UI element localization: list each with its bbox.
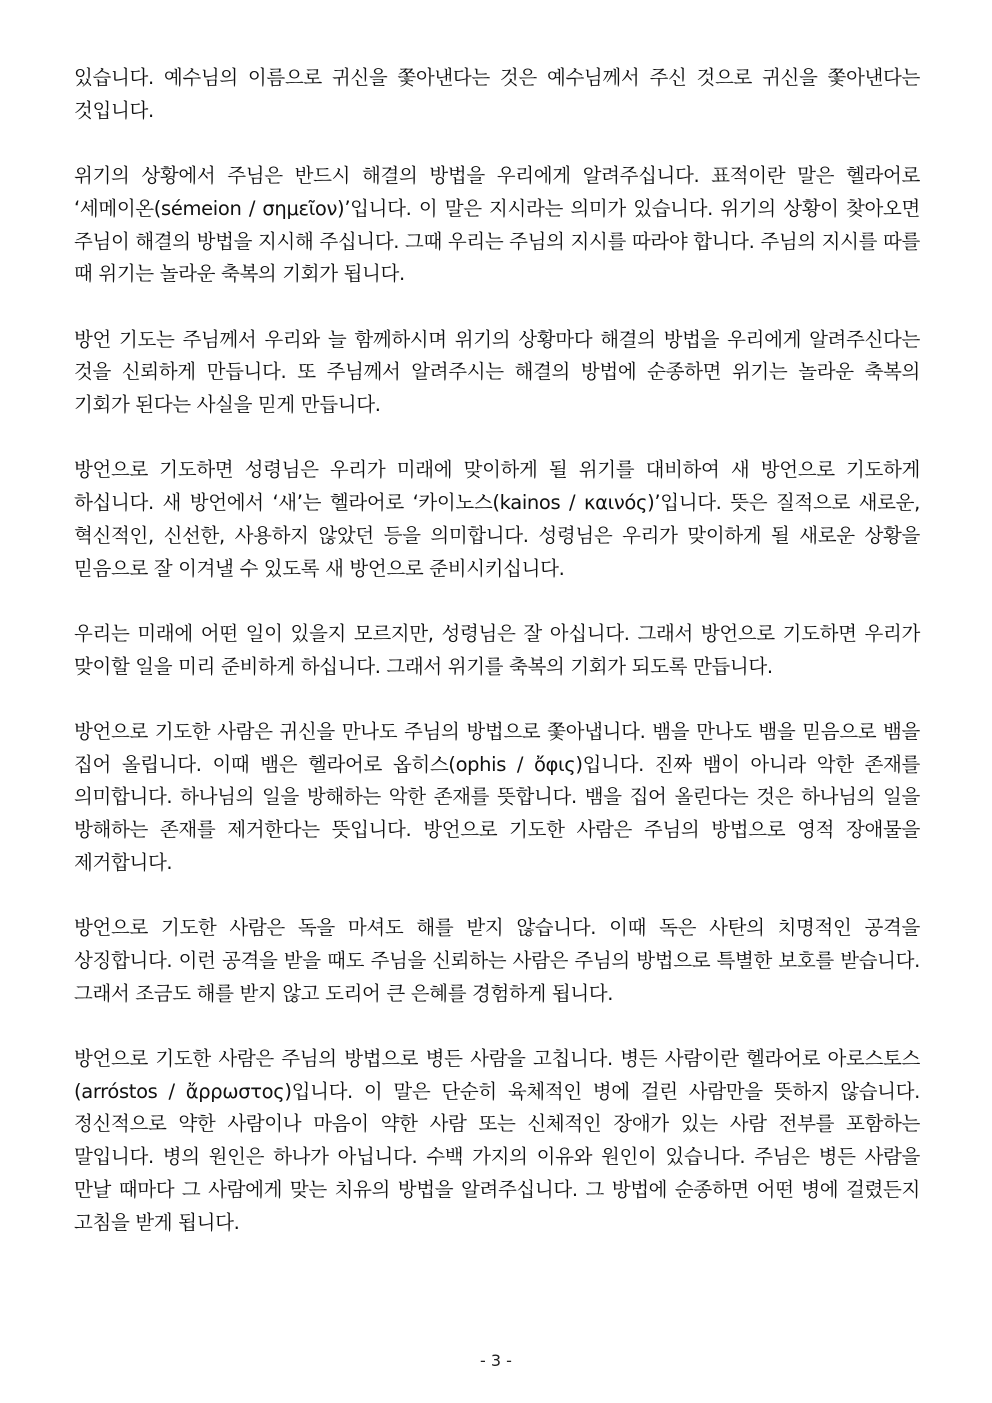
paragraph: 방언으로 기도한 사람은 독을 마셔도 해를 받지 않습니다. 이때 독은 사탄의 치명적인 공격을 상징합니다. 이런 공격을 받을 때도 주님을 신뢰하는 사람은 주님의 방법으로 특별한 보호를 받습니다. 그래서 조금도 해를 받지 않고 도리어 큰 은혜를 경험하게 됩니다. <box>74 916 920 1005</box>
paragraph: 방언 기도는 주님께서 우리와 늘 함께하시며 위기의 상황마다 해결의 방법을 우리에게 알려주신다는 것을 신뢰하게 만듭니다. 또 주님께서 알려주시는 해결의 방법에 순종하면 위기는 놀라운 축복의 기회가 된다는 사실을 믿게 만듭니다. <box>74 327 920 416</box>
page-number: - 3 - <box>480 1351 512 1370</box>
paragraph: 위기의 상황에서 주님은 반드시 해결의 방법을 우리에게 알려주십니다. 표적이란 말은 헬라어로 ‘세메이온(sémeion / σημεῖον)’입니다. 이 말은 지시라는 의미가 있습니다. 위기의 상황이 찾아오면 주님이 해결의 방법을 지시해 주십니다. 그때 우리는 주님의 지시를 따라야 합니다. 주님의 지시를 따를 때 위기는 놀라운 축복의 기회가 됩니다. <box>74 164 920 286</box>
paragraph: 방언으로 기도한 사람은 귀신을 만나도 주님의 방법으로 쫓아냅니다. 뱀을 만나도 뱀을 믿음으로 뱀을 집어 올립니다. 이때 뱀은 헬라어로 옵히스(ophis / ὄφις)입니다. 진짜 뱀이 아니라 악한 존재를 의미합니다. 하나님의 일을 방해하는 악한 존재를 뜻합니다. 뱀을 집어 올린다는 것은 하나님의 일을 방해하는 존재를 제거한다는 뜻입니다. 방언으로 기도한 사람은 주님의 방법으로 영적 장애물을 제거합니다. <box>74 719 920 874</box>
paragraph: 우리는 미래에 어떤 일이 있을지 모르지만, 성령님은 잘 아십니다. 그래서 방언으로 기도하면 우리가 맞이할 일을 미리 준비하게 하십니다. 그래서 위기를 축복의 기회가 되도록 만듭니다. <box>74 621 920 678</box>
paragraph: 방언으로 기도한 사람은 주님의 방법으로 병든 사람을 고칩니다. 병든 사람이란 헬라어로 아로스토스(arróstos / ἄρρωστος)입니다. 이 말은 단순히 육체적인 병에 걸린 사람만을 뜻하지 않습니다. 정신적으로 약한 사람이나 마음이 약한 사람 또는 신체적인 장애가 있는 사람 전부를 포함하는 말입니다. 병의 원인은 하나가 아닙니다. 수백 가지의 이유와 원인이 있습니다. 주님은 병든 사람을 만날 때마다 그 사람에게 맞는 치유의 방법을 알려주십니다. 그 방법에 순종하면 어떤 병에 걸렸든지 고침을 받게 됩니다. <box>74 1046 920 1234</box>
document-body <box>74 62 920 1239</box>
paragraph: 방언으로 기도하면 성령님은 우리가 미래에 맞이하게 될 위기를 대비하여 새 방언으로 기도하게 하십니다. 새 방언에서 ‘새’는 헬라어로 ‘카이노스(kainos / καινός)’입니다. 뜻은 질적으로 새로운, 혁신적인, 신선한, 사용하지 않았던 등을 의미합니다. 성령님은 우리가 맞이하게 될 새로운 상황을 믿음으로 잘 이겨낼 수 있도록 새 방언으로 준비시키십니다. <box>74 458 920 580</box>
paragraph: 있습니다. 예수님의 이름으로 귀신을 쫓아낸다는 것은 예수님께서 주신 것으로 귀신을 쫓아낸다는 것입니다. <box>74 66 920 122</box>
